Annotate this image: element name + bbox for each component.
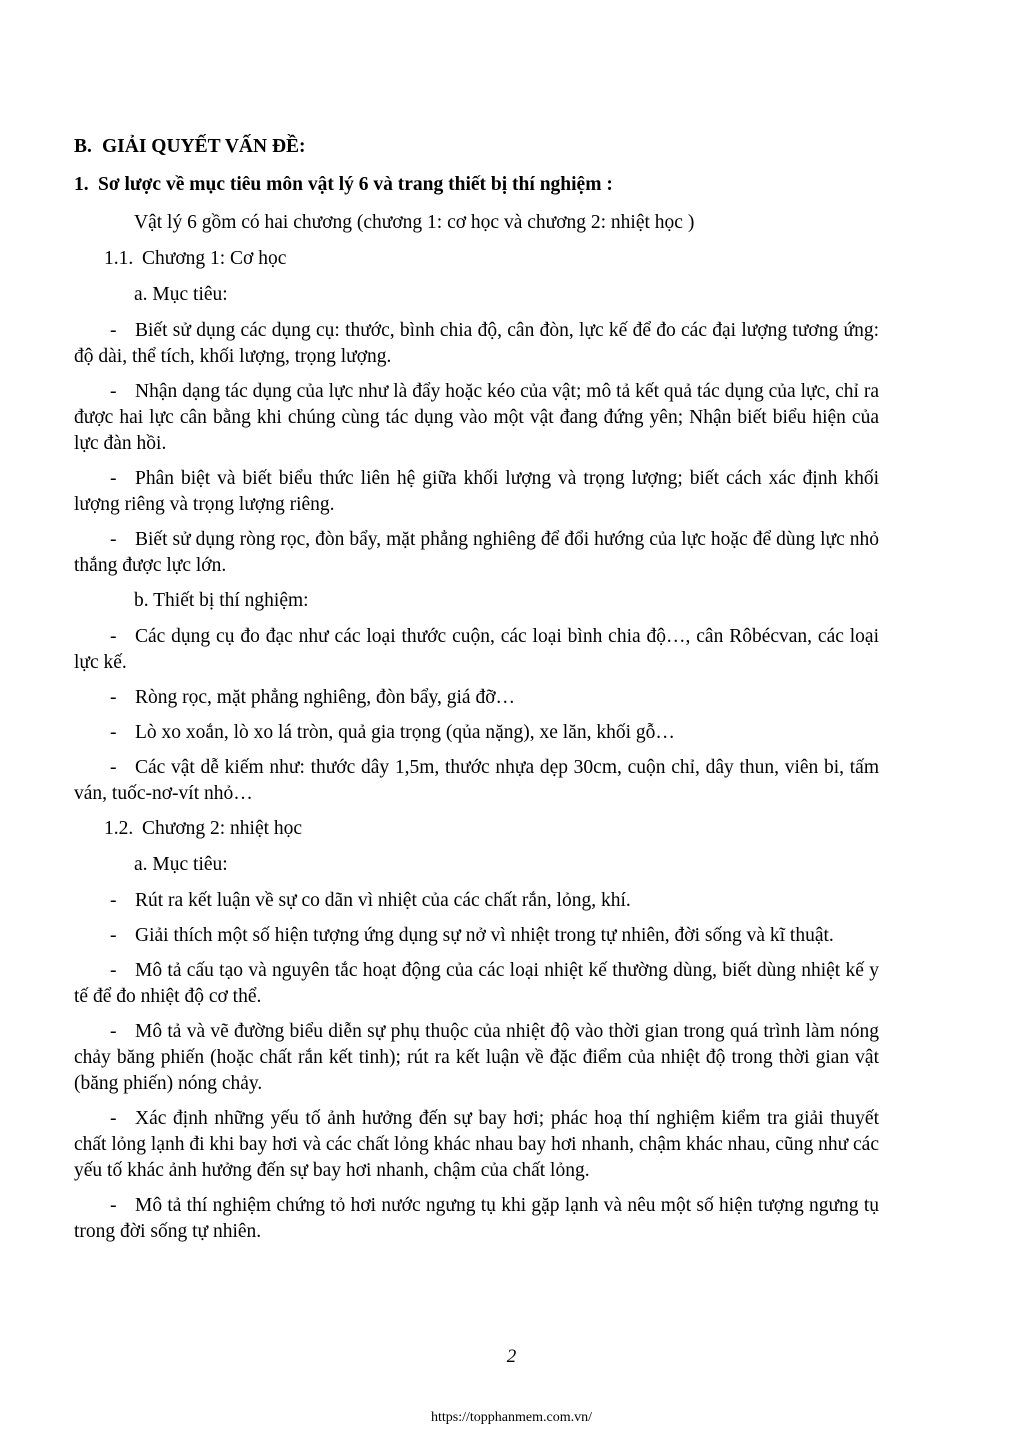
list-item bbox=[74, 923, 879, 949]
list-item-text: Các dụng cụ đo đạc như các loại thước cuộn, các loại bình chia độ…, cân Rôbécvan, các loại lực kế. bbox=[74, 626, 879, 673]
list-item-text: Biết sử dụng các dụng cụ: thước, bình chia độ, cân đòn, lực kế để đo các đại lượng tương ứng: độ dài, thể tích, khối lượng, trọng lượng. bbox=[74, 320, 879, 367]
page-content bbox=[74, 134, 879, 1254]
chapter-1-heading bbox=[74, 246, 879, 272]
bullet-dash: - bbox=[110, 925, 117, 946]
chapter-1-title: Chương 1: Cơ học bbox=[142, 248, 287, 269]
bullet-dash: - bbox=[110, 1108, 117, 1129]
chapter-1-number: 1.1. bbox=[104, 248, 134, 269]
list-item bbox=[74, 888, 879, 914]
list-item-text: Mô tả và vẽ đường biểu diễn sự phụ thuộc của nhiệt độ vào thời gian trong quá trình làm nóng chảy băng phiến (hoặc chất rắn kết tinh); rút ra kết luận về đặc điểm của nhiệt độ trong thời gian vật (băng phiến) nóng chảy. bbox=[74, 1021, 879, 1094]
list-item bbox=[74, 755, 879, 807]
list-item bbox=[74, 624, 879, 676]
list-item bbox=[74, 466, 879, 518]
heading-1-number: 1. bbox=[74, 174, 89, 195]
list-item-text: Phân biệt và biết biểu thức liên hệ giữa khối lượng và trọng lượng; biết cách xác định khối lượng riêng và trọng lượng riêng. bbox=[74, 468, 879, 515]
bullet-dash: - bbox=[110, 757, 117, 778]
heading-1-text: Sơ lược về mục tiêu môn vật lý 6 và trang thiết bị thí nghiệm : bbox=[98, 174, 613, 195]
bullet-dash: - bbox=[110, 1021, 117, 1042]
bullet-dash: - bbox=[110, 626, 117, 647]
bullet-dash: - bbox=[110, 381, 117, 402]
chapter-2-objectives-label: a. Mục tiêu: bbox=[134, 854, 228, 875]
chapter-2-number: 1.2. bbox=[104, 818, 134, 839]
bullet-dash: - bbox=[110, 468, 117, 489]
list-item-text: Rút ra kết luận về sự co dãn vì nhiệt của các chất rắn, lỏng, khí. bbox=[135, 890, 631, 911]
page-number: 2 bbox=[506, 1346, 517, 1367]
list-item-text: Lò xo xoắn, lò xo lá tròn, quả gia trọng (qủa nặng), xe lăn, khối gỗ… bbox=[135, 722, 675, 743]
list-item-text: Mô tả cấu tạo và nguyên tắc hoạt động của các loại nhiệt kế thường dùng, biết dùng nhiệt kế y tế để đo nhiệt độ cơ thể. bbox=[74, 960, 879, 1007]
section-heading-label: B. bbox=[74, 136, 92, 157]
bullet-dash: - bbox=[110, 320, 117, 341]
list-item bbox=[74, 720, 879, 746]
section-heading-text: GIẢI QUYẾT VẤN ĐỀ: bbox=[102, 136, 306, 157]
bullet-dash: - bbox=[110, 529, 117, 550]
bullet-dash: - bbox=[110, 722, 117, 743]
section-heading bbox=[74, 134, 879, 160]
chapter-2-title: Chương 2: nhiệt học bbox=[142, 818, 303, 839]
list-item bbox=[74, 1106, 879, 1184]
list-item bbox=[74, 958, 879, 1010]
list-item bbox=[74, 318, 879, 370]
list-item-text: Xác định những yếu tố ảnh hưởng đến sự bay hơi; phác hoạ thí nghiệm kiểm tra giải thuyết chất lỏng lạnh đi khi bay hơi và các chất lỏng khác nhau bay hơi nhanh, chậm khác nhau, cũng như các yếu tố khác ảnh hưởng đến sự bay hơi nhanh, chậm của chất lỏng. bbox=[74, 1108, 879, 1181]
bullet-dash: - bbox=[110, 890, 117, 911]
list-item bbox=[74, 527, 879, 579]
footer-url[interactable]: https://topphanmem.com.vn/ bbox=[431, 1410, 592, 1425]
chapter-1-objectives-label: a. Mục tiêu: bbox=[134, 284, 228, 305]
chapter-2-heading bbox=[74, 816, 879, 842]
intro-paragraph: Vật lý 6 gồm có hai chương (chương 1: cơ học và chương 2: nhiệt học ) bbox=[134, 212, 695, 233]
list-item-text: Giải thích một số hiện tượng ứng dụng sự nở vì nhiệt trong tự nhiên, đời sống và kĩ thuật. bbox=[135, 925, 834, 946]
heading-1 bbox=[74, 172, 879, 198]
list-item-text: Ròng rọc, mặt phẳng nghiêng, đòn bẩy, giá đỡ… bbox=[135, 687, 516, 708]
list-item-text: Biết sử dụng ròng rọc, đòn bẩy, mặt phẳng nghiêng để đổi hướng của lực hoặc để dùng lực nhỏ thắng được lực lớn. bbox=[74, 529, 879, 576]
chapter-1-equipment-label: b. Thiết bị thí nghiệm: bbox=[134, 590, 309, 611]
bullet-dash: - bbox=[110, 960, 117, 981]
bullet-dash: - bbox=[110, 1195, 117, 1216]
list-item bbox=[74, 685, 879, 711]
list-item bbox=[74, 1019, 879, 1097]
list-item-text: Nhận dạng tác dụng của lực như là đẩy hoặc kéo của vật; mô tả kết quả tác dụng của lực, chỉ ra được hai lực cân bằng khi chúng cùng tác dụng vào một vật đang đứng yên; Nhận biết biểu hiện của lực đàn hồi. bbox=[74, 381, 879, 454]
list-item-text: Các vật dễ kiếm như: thước dây 1,5m, thước nhựa dẹp 30cm, cuộn chỉ, dây thun, viên bi, tấm ván, tuốc-nơ-vít nhỏ… bbox=[74, 757, 879, 804]
list-item-text: Mô tả thí nghiệm chứng tỏ hơi nước ngưng tụ khi gặp lạnh và nêu một số hiện tượng ngưng tụ trong đời sống tự nhiên. bbox=[74, 1195, 879, 1242]
list-item bbox=[74, 379, 879, 457]
list-item bbox=[74, 1193, 879, 1245]
bullet-dash: - bbox=[110, 687, 117, 708]
